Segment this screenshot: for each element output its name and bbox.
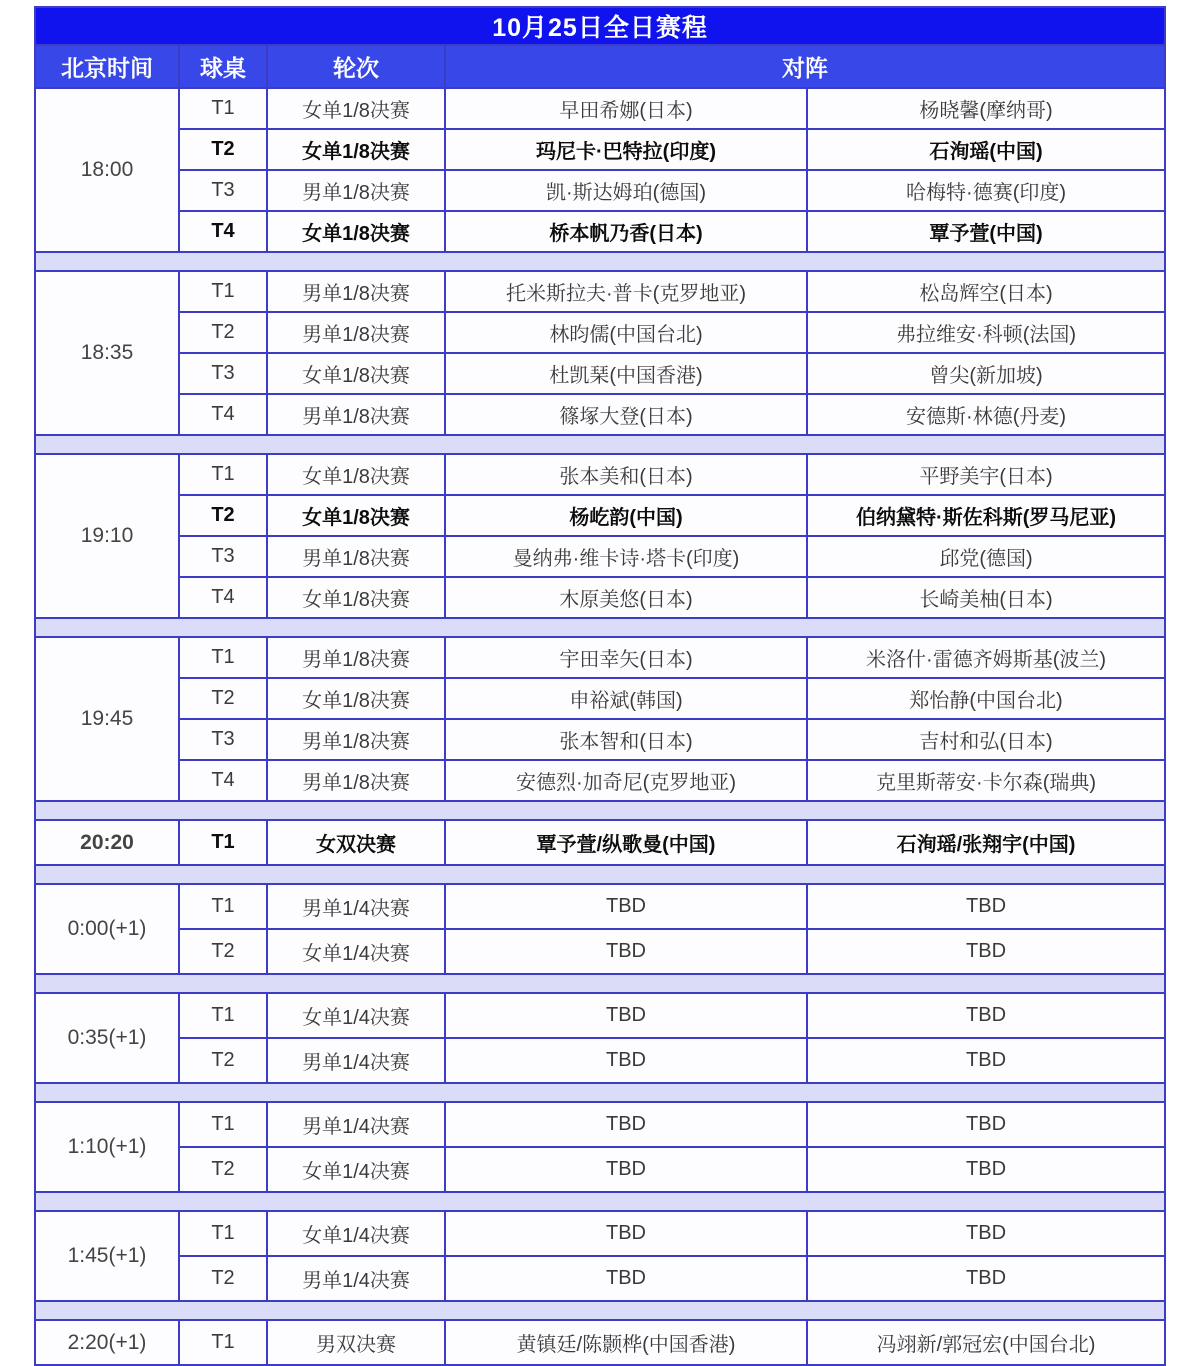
round-cell: 男单1/8决赛 <box>267 536 445 577</box>
match-row <box>35 1256 1165 1301</box>
schedule-table <box>34 6 1166 1366</box>
player2-cell: TBD <box>807 884 1165 929</box>
round-cell: 男单1/8决赛 <box>267 719 445 760</box>
time-cell: 18:00 <box>35 88 179 252</box>
col-header-round: 轮次 <box>267 45 445 88</box>
player2-cell: TBD <box>807 1256 1165 1301</box>
time-cell: 19:10 <box>35 454 179 618</box>
block-separator <box>35 1083 1165 1102</box>
table-cell: T4 <box>179 394 267 435</box>
round-cell: 男单1/4决赛 <box>267 1256 445 1301</box>
player1-cell: TBD <box>445 1256 807 1301</box>
player1-cell: TBD <box>445 1147 807 1192</box>
block-separator <box>35 618 1165 637</box>
match-row <box>35 394 1165 435</box>
player2-cell: TBD <box>807 1147 1165 1192</box>
header-row <box>35 45 1165 88</box>
table-cell: T1 <box>179 454 267 495</box>
player1-cell: 早田希娜(日本) <box>445 88 807 129</box>
round-cell: 男单1/8决赛 <box>267 271 445 312</box>
time-cell: 18:35 <box>35 271 179 435</box>
player2-cell: 平野美宇(日本) <box>807 454 1165 495</box>
match-row <box>35 1102 1165 1147</box>
table-cell: T4 <box>179 760 267 801</box>
round-cell: 男单1/8决赛 <box>267 170 445 211</box>
match-row <box>35 88 1165 129</box>
block-separator <box>35 252 1165 271</box>
table-cell: T1 <box>179 1211 267 1256</box>
match-row <box>35 719 1165 760</box>
player1-cell: 木原美悠(日本) <box>445 577 807 618</box>
player1-cell: 覃予萱/纵歌曼(中国) <box>445 820 807 865</box>
player2-cell: 石洵瑶/张翔宇(中国) <box>807 820 1165 865</box>
player2-cell: 弗拉维安·科顿(法国) <box>807 312 1165 353</box>
table-cell: T1 <box>179 884 267 929</box>
player1-cell: 凯·斯达姆珀(德国) <box>445 170 807 211</box>
player2-cell: 覃予萱(中国) <box>807 211 1165 252</box>
table-cell: T2 <box>179 129 267 170</box>
match-row <box>35 536 1165 577</box>
table-cell: T2 <box>179 1147 267 1192</box>
player1-cell: TBD <box>445 1211 807 1256</box>
block-separator <box>35 974 1165 993</box>
round-cell: 男双决赛 <box>267 1320 445 1365</box>
round-cell: 女单1/4决赛 <box>267 1147 445 1192</box>
table-cell: T1 <box>179 820 267 865</box>
col-header-time: 北京时间 <box>35 45 179 88</box>
player2-cell: TBD <box>807 1038 1165 1083</box>
player2-cell: 伯纳黛特·斯佐科斯(罗马尼亚) <box>807 495 1165 536</box>
round-cell: 女单1/4决赛 <box>267 929 445 974</box>
player1-cell: 宇田幸矢(日本) <box>445 637 807 678</box>
round-cell: 男单1/4决赛 <box>267 884 445 929</box>
time-cell: 1:45(+1) <box>35 1211 179 1301</box>
round-cell: 女单1/4决赛 <box>267 1211 445 1256</box>
round-cell: 女单1/8决赛 <box>267 129 445 170</box>
table-cell: T2 <box>179 1256 267 1301</box>
table-cell: T2 <box>179 929 267 974</box>
block-separator <box>35 435 1165 454</box>
player1-cell: 玛尼卡·巴特拉(印度) <box>445 129 807 170</box>
time-cell: 2:20(+1) <box>35 1320 179 1365</box>
player1-cell: 杜凯琹(中国香港) <box>445 353 807 394</box>
round-cell: 女双决赛 <box>267 820 445 865</box>
player1-cell: 桥本帆乃香(日本) <box>445 211 807 252</box>
player2-cell: TBD <box>807 993 1165 1038</box>
player2-cell: 长崎美柚(日本) <box>807 577 1165 618</box>
table-cell: T1 <box>179 637 267 678</box>
player2-cell: TBD <box>807 1102 1165 1147</box>
match-row <box>35 820 1165 865</box>
table-cell: T1 <box>179 271 267 312</box>
table-cell: T2 <box>179 678 267 719</box>
round-cell: 女单1/8决赛 <box>267 454 445 495</box>
player1-cell: 托米斯拉夫·普卡(克罗地亚) <box>445 271 807 312</box>
table-cell: T4 <box>179 577 267 618</box>
time-cell: 19:45 <box>35 637 179 801</box>
match-row <box>35 1147 1165 1192</box>
round-cell: 女单1/8决赛 <box>267 88 445 129</box>
player1-cell: TBD <box>445 1102 807 1147</box>
match-row <box>35 1320 1165 1365</box>
match-row <box>35 637 1165 678</box>
table-cell: T2 <box>179 1038 267 1083</box>
schedule-title: 10月25日全日赛程 <box>35 7 1165 45</box>
player2-cell: 冯翊新/郭冠宏(中国台北) <box>807 1320 1165 1365</box>
player2-cell: 松岛辉空(日本) <box>807 271 1165 312</box>
match-row <box>35 1038 1165 1083</box>
round-cell: 男单1/4决赛 <box>267 1102 445 1147</box>
table-cell: T1 <box>179 993 267 1038</box>
table-cell: T2 <box>179 495 267 536</box>
player2-cell: 邱党(德国) <box>807 536 1165 577</box>
player1-cell: 曼纳弗·维卡诗·塔卡(印度) <box>445 536 807 577</box>
player1-cell: 安德烈·加奇尼(克罗地亚) <box>445 760 807 801</box>
match-row <box>35 271 1165 312</box>
round-cell: 女单1/8决赛 <box>267 211 445 252</box>
player2-cell: 郑怡静(中国台北) <box>807 678 1165 719</box>
table-cell: T3 <box>179 536 267 577</box>
match-row <box>35 884 1165 929</box>
player1-cell: 杨屹韵(中国) <box>445 495 807 536</box>
player2-cell: 米洛什·雷德齐姆斯基(波兰) <box>807 637 1165 678</box>
player2-cell: 哈梅特·德赛(印度) <box>807 170 1165 211</box>
match-row <box>35 678 1165 719</box>
time-cell: 0:35(+1) <box>35 993 179 1083</box>
round-cell: 女单1/4决赛 <box>267 993 445 1038</box>
player1-cell: TBD <box>445 1038 807 1083</box>
col-header-matchup: 对阵 <box>445 45 1165 88</box>
match-row <box>35 1211 1165 1256</box>
player1-cell: 篠塚大登(日本) <box>445 394 807 435</box>
player2-cell: 石洵瑶(中国) <box>807 129 1165 170</box>
player1-cell: 申裕斌(韩国) <box>445 678 807 719</box>
player2-cell: 安德斯·林德(丹麦) <box>807 394 1165 435</box>
match-row <box>35 577 1165 618</box>
round-cell: 女单1/8决赛 <box>267 495 445 536</box>
round-cell: 男单1/8决赛 <box>267 312 445 353</box>
col-header-table: 球桌 <box>179 45 267 88</box>
player2-cell: TBD <box>807 929 1165 974</box>
table-cell: T3 <box>179 719 267 760</box>
player1-cell: TBD <box>445 929 807 974</box>
match-row <box>35 929 1165 974</box>
round-cell: 男单1/8决赛 <box>267 760 445 801</box>
round-cell: 男单1/4决赛 <box>267 1038 445 1083</box>
player1-cell: 张本智和(日本) <box>445 719 807 760</box>
match-row <box>35 129 1165 170</box>
round-cell: 男单1/8决赛 <box>267 394 445 435</box>
match-row <box>35 170 1165 211</box>
player1-cell: 张本美和(日本) <box>445 454 807 495</box>
match-row <box>35 454 1165 495</box>
player1-cell: 林昀儒(中国台北) <box>445 312 807 353</box>
block-separator <box>35 801 1165 820</box>
block-separator <box>35 865 1165 884</box>
table-cell: T2 <box>179 312 267 353</box>
player1-cell: TBD <box>445 993 807 1038</box>
time-cell: 20:20 <box>35 820 179 865</box>
round-cell: 男单1/8决赛 <box>267 637 445 678</box>
round-cell: 女单1/8决赛 <box>267 678 445 719</box>
table-cell: T1 <box>179 88 267 129</box>
match-row <box>35 760 1165 801</box>
table-cell: T3 <box>179 170 267 211</box>
player2-cell: 吉村和弘(日本) <box>807 719 1165 760</box>
round-cell: 女单1/8决赛 <box>267 577 445 618</box>
match-row <box>35 495 1165 536</box>
player2-cell: 克里斯蒂安·卡尔森(瑞典) <box>807 760 1165 801</box>
match-row <box>35 312 1165 353</box>
match-row <box>35 211 1165 252</box>
player2-cell: 杨晓馨(摩纳哥) <box>807 88 1165 129</box>
table-cell: T3 <box>179 353 267 394</box>
player1-cell: 黄镇廷/陈颢桦(中国香港) <box>445 1320 807 1365</box>
title-row <box>35 7 1165 45</box>
table-cell: T1 <box>179 1102 267 1147</box>
player1-cell: TBD <box>445 884 807 929</box>
match-row <box>35 993 1165 1038</box>
player2-cell: TBD <box>807 1211 1165 1256</box>
time-cell: 1:10(+1) <box>35 1102 179 1192</box>
table-cell: T1 <box>179 1320 267 1365</box>
match-row <box>35 353 1165 394</box>
block-separator <box>35 1192 1165 1211</box>
round-cell: 女单1/8决赛 <box>267 353 445 394</box>
time-cell: 0:00(+1) <box>35 884 179 974</box>
player2-cell: 曾尖(新加坡) <box>807 353 1165 394</box>
table-cell: T4 <box>179 211 267 252</box>
